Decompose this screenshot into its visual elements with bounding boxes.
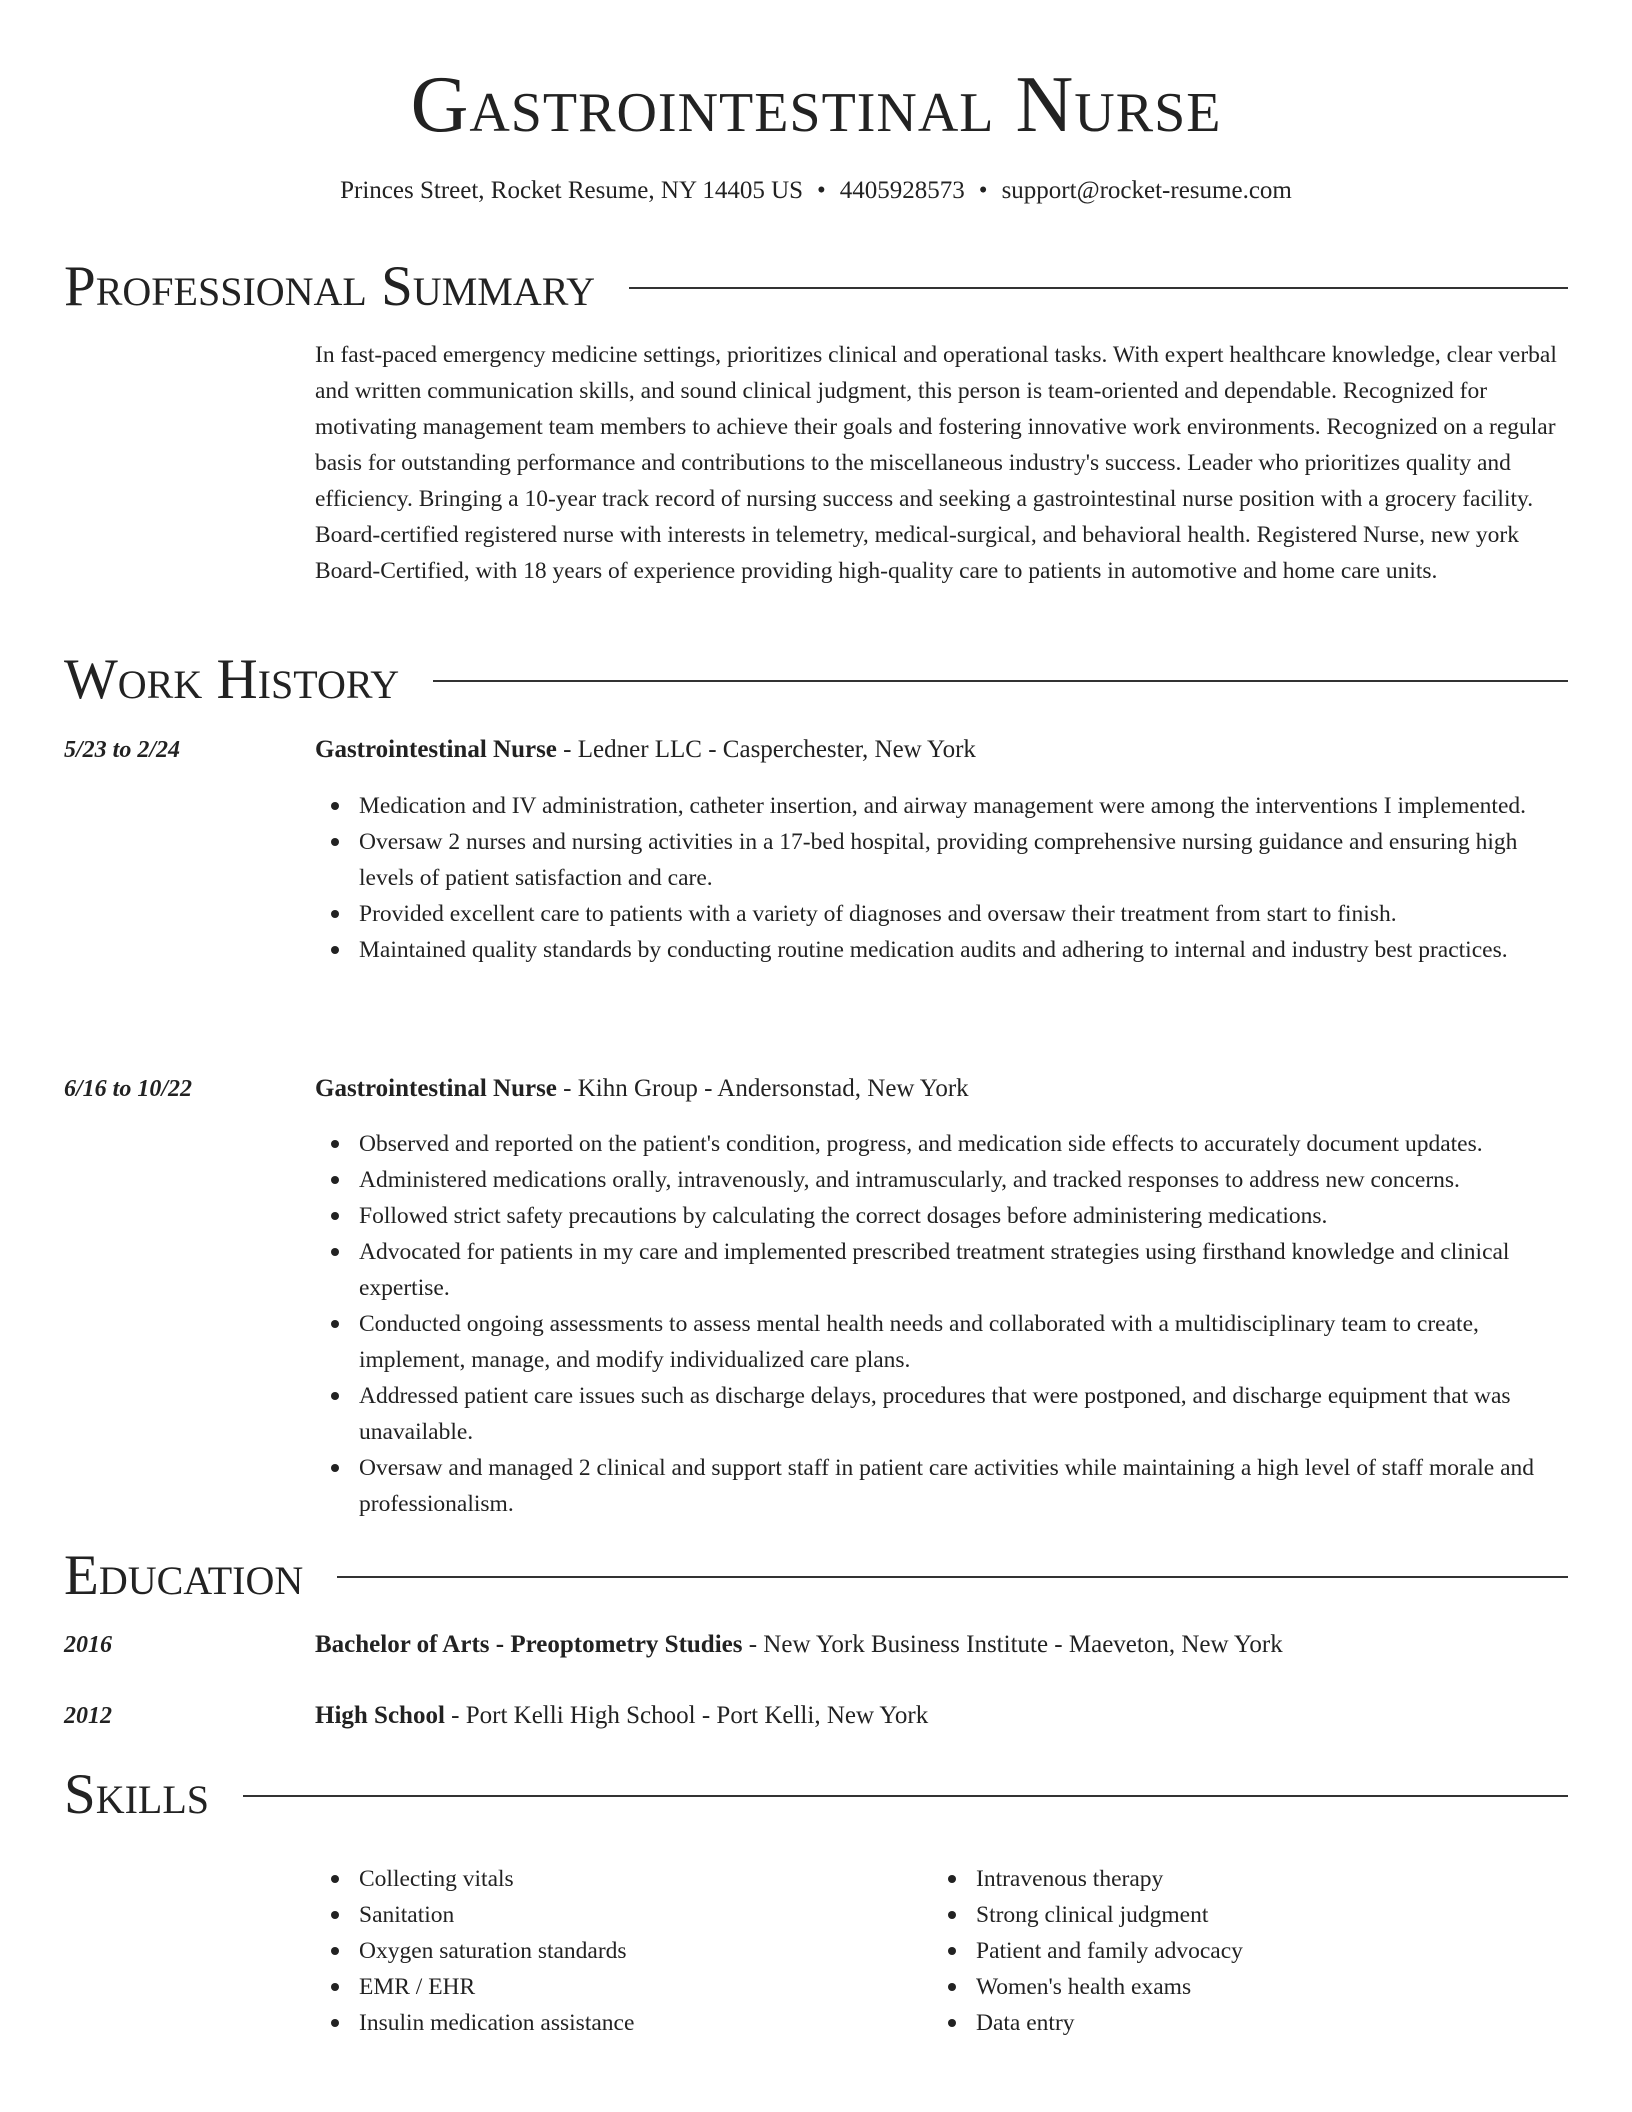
skill-item: Women's health exams <box>932 1969 1549 2005</box>
job-bullets <box>315 788 1570 968</box>
education-year: 2016 <box>64 1632 112 1658</box>
list-item: Observed and reported on the patient's condition, progress, and medication side effects to accurately document updates. <box>315 1126 1570 1162</box>
section-title: Work History <box>64 648 400 711</box>
education-year: 2012 <box>64 1703 112 1729</box>
skill-item: Strong clinical judgment <box>932 1897 1549 1933</box>
list-item: Administered medications orally, intravenously, and intramuscularly, and tracked responses to address new concerns. <box>315 1162 1570 1198</box>
education-school: - Port Kelli High School - Port Kelli, New York <box>444 1702 929 1729</box>
contact-address: Princes Street, Rocket Resume, NY 14405 US <box>340 177 804 204</box>
job-bullets <box>315 1126 1570 1522</box>
skills-list-right <box>932 1861 1549 2041</box>
list-item: Maintained quality standards by conducting routine medication audits and adhering to internal and industry best practices. <box>315 932 1570 968</box>
education-section-header <box>64 1541 1568 1611</box>
job-heading <box>315 733 1570 767</box>
contact-line <box>0 174 1632 208</box>
skill-item: EMR / EHR <box>315 1969 932 2005</box>
list-item: Provided excellent care to patients with a variety of diagnoses and oversaw their treatment from start to finish. <box>315 896 1570 932</box>
education-degree: High School <box>315 1702 445 1729</box>
contact-separator: • <box>817 177 826 204</box>
section-divider <box>337 1576 1568 1578</box>
skill-item: Insulin medication assistance <box>315 2005 932 2041</box>
list-item: Conducted ongoing assessments to assess mental health needs and collaborated with a multidisciplinary team to create, implement, manage, and modify individualized care plans. <box>315 1306 1570 1378</box>
job-employer: - Ledner LLC - Casperchester, New York <box>556 736 976 763</box>
contact-phone: 4405928573 <box>839 177 965 204</box>
skills-list-left <box>315 1861 932 2041</box>
contact-separator: • <box>978 177 988 204</box>
list-item: Advocated for patients in my care and implemented prescribed treatment strategies using firsthand knowledge and clinical expertise. <box>315 1234 1570 1306</box>
section-title: Education <box>64 1544 304 1607</box>
education-degree: Bachelor of Arts - Preoptometry Studies <box>315 1631 743 1658</box>
job-dates: 6/16 to 10/22 <box>64 1076 193 1102</box>
job-dates: 5/23 to 2/24 <box>64 737 181 763</box>
skill-item: Intravenous therapy <box>932 1861 1549 1897</box>
skill-item: Oxygen saturation standards <box>315 1933 932 1969</box>
education-entry <box>315 1699 1570 1733</box>
section-divider <box>243 1795 1568 1797</box>
summary-text: In fast-paced emergency medicine settings, prioritizes clinical and operational tasks. With expert healthcare knowledge, clear verbal and written communication skills, and sound clinical judgment, this person is team-oriented and dependable. Recognized for motivating management team members to achieve their goals and fostering innovative work environments. Recognized on a regular basis for outstanding performance and contributions to the miscellaneous industry's success. Leader who prioritizes quality and efficiency. Bringing a 10-year track record of nursing success and seeking a gastrointestinal nurse position with a grocery facility. Board-certified registered nurse with interests in telemetry, medical-surgical, and behavioral health. Registered Nurse, new york Board-Certified, with 18 years of experience providing high-quality care to patients in automotive and home care units. <box>315 342 1557 584</box>
education-school: - New York Business Institute - Maeveton, New York <box>742 1631 1283 1658</box>
skill-item: Sanitation <box>315 1897 932 1933</box>
skill-item: Patient and family advocacy <box>932 1933 1549 1969</box>
job-title: Gastrointestinal Nurse <box>315 736 557 763</box>
list-item: Medication and IV administration, catheter insertion, and airway management were among the interventions I implemented. <box>315 788 1570 824</box>
work-section-header <box>64 645 1568 715</box>
summary-section-header <box>64 252 1568 322</box>
contact-email: support@rocket-resume.com <box>1001 177 1292 204</box>
section-divider <box>629 287 1568 289</box>
list-item: Addressed patient care issues such as discharge delays, procedures that were postponed, and discharge equipment that was unavailable. <box>315 1378 1570 1450</box>
skills-section-header <box>64 1760 1568 1830</box>
job-employer: - Kihn Group - Andersonstad, New York <box>556 1075 969 1102</box>
job-heading <box>315 1072 1570 1106</box>
section-divider <box>433 680 1568 682</box>
job-title: Gastrointestinal Nurse <box>315 1075 557 1102</box>
section-title: Skills <box>64 1763 210 1826</box>
list-item: Oversaw 2 nurses and nursing activities in a 17-bed hospital, providing comprehensive nursing guidance and ensuring high levels of patient satisfaction and care. <box>315 824 1570 896</box>
skills-columns <box>315 1861 1570 2041</box>
list-item: Followed strict safety precautions by calculating the correct dosages before administering medications. <box>315 1198 1570 1234</box>
education-entry <box>315 1628 1570 1662</box>
section-title: Professional Summary <box>64 255 596 318</box>
list-item: Oversaw and managed 2 clinical and support staff in patient care activities while maintaining a high level of staff morale and professionalism. <box>315 1450 1570 1522</box>
skill-item: Collecting vitals <box>315 1861 932 1897</box>
candidate-name: Gastrointestinal Nurse <box>410 61 1222 149</box>
skill-item: Data entry <box>932 2005 1549 2041</box>
